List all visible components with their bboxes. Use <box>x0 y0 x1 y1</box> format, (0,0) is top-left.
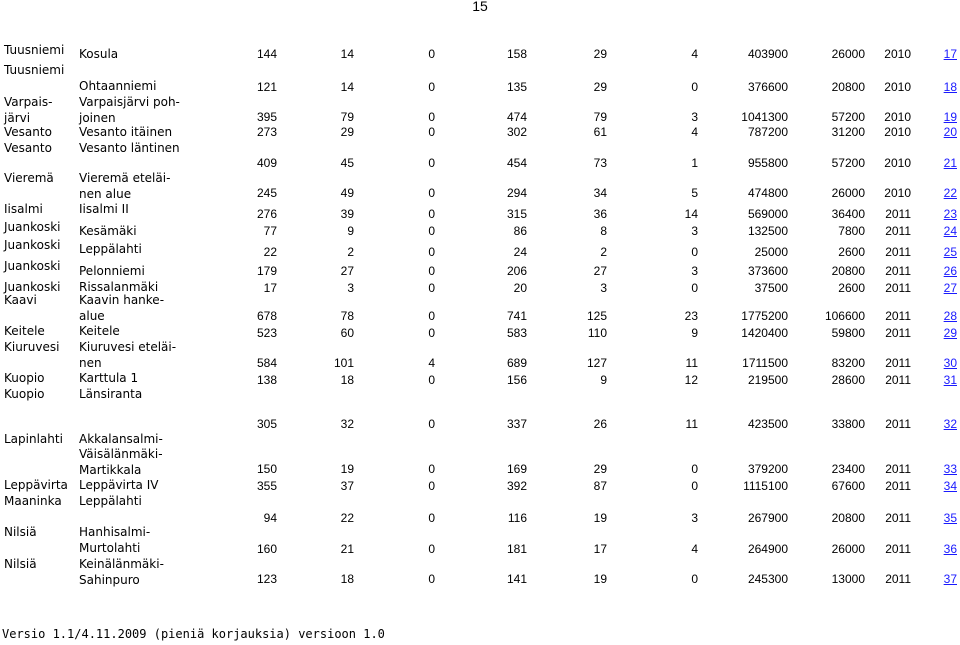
table-cell-value: 2 <box>347 245 354 259</box>
table-cell-value: 14 <box>340 47 354 61</box>
municipality-label: Maaninka <box>4 494 62 508</box>
site-name: Sahinpuro <box>79 573 140 587</box>
table-cell-value: 2010 <box>884 156 911 170</box>
table-cell-value: 2011 <box>885 479 911 493</box>
table-cell-value: 0 <box>428 479 435 493</box>
table-cell-value: 379200 <box>747 462 788 476</box>
table-cell-value: 31200 <box>831 125 865 139</box>
table-cell-value: 4 <box>691 47 698 61</box>
table-cell-value: 27 <box>593 264 607 278</box>
table-cell-value: 409 <box>256 156 277 170</box>
table-cell-value: 78 <box>340 309 354 323</box>
table-cell-value: 60 <box>340 326 354 340</box>
table-cell-value: 160 <box>256 542 277 556</box>
table-cell-value: 59800 <box>831 326 865 340</box>
municipality-label: Juankoski <box>4 259 61 273</box>
map-reference-link[interactable]: 20 <box>943 125 957 139</box>
site-name: nen alue <box>79 187 132 201</box>
page-number: 15 <box>472 0 488 14</box>
table-cell-value: 955800 <box>747 156 788 170</box>
table-cell-value: 22 <box>340 511 354 525</box>
table-cell-value: 29 <box>593 462 607 476</box>
map-reference-link[interactable]: 32 <box>943 417 957 431</box>
table-cell-value: 20800 <box>831 264 865 278</box>
table-cell-value: 1115100 <box>743 479 788 493</box>
map-reference-link[interactable]: 17 <box>943 47 957 61</box>
table-cell-value: 144 <box>256 47 277 61</box>
table-cell-value: 689 <box>506 356 527 370</box>
table-cell-value: 523 <box>256 326 277 340</box>
table-cell-value: 39 <box>340 207 354 221</box>
table-cell-value: 0 <box>428 264 435 278</box>
municipality-label: järvi <box>4 111 31 125</box>
site-name: Martikkala <box>79 463 142 477</box>
map-reference-link[interactable]: 36 <box>943 542 957 556</box>
table-cell-value: 179 <box>256 264 277 278</box>
table-cell-value: 23400 <box>831 462 865 476</box>
table-cell-value: 2011 <box>885 356 911 370</box>
table-cell-value: 4 <box>428 356 435 370</box>
table-cell-value: 3 <box>691 110 698 124</box>
table-cell-value: 267900 <box>747 511 788 525</box>
table-cell-value: 57200 <box>831 110 865 124</box>
table-cell-value: 2010 <box>884 47 911 61</box>
table-cell-value: 2011 <box>885 281 911 295</box>
table-cell-value: 1775200 <box>741 309 788 323</box>
map-reference-link[interactable]: 30 <box>943 356 957 370</box>
table-cell-value: 2011 <box>885 462 911 476</box>
table-cell-value: 36 <box>593 207 607 221</box>
table-cell-value: 23 <box>684 309 698 323</box>
table-cell-value: 0 <box>428 125 435 139</box>
municipality-label: Iisalmi <box>4 202 43 216</box>
site-name: nen <box>79 356 102 370</box>
site-name: Keitele <box>79 324 120 338</box>
map-reference-link[interactable]: 37 <box>943 572 957 586</box>
table-cell-value: 14 <box>340 80 354 94</box>
site-name: Kaavin hanke- <box>79 293 165 307</box>
table-cell-value: 94 <box>263 511 277 525</box>
site-name: Leppälahti <box>79 242 142 256</box>
table-cell-value: 2011 <box>885 224 911 238</box>
table-cell-value: 79 <box>340 110 354 124</box>
table-cell-value: 0 <box>428 110 435 124</box>
table-cell-value: 29 <box>593 47 607 61</box>
municipality-label: Vesanto <box>4 141 52 155</box>
municipality-label: Vesanto <box>4 125 52 139</box>
map-reference-link[interactable]: 34 <box>943 479 957 493</box>
table-cell-value: 26000 <box>831 542 865 556</box>
table-cell-value: 0 <box>691 462 698 476</box>
table-cell-value: 2 <box>600 245 607 259</box>
site-name: Karttula 1 <box>79 371 139 385</box>
table-cell-value: 135 <box>506 80 527 94</box>
municipality-label: Lapinlahti <box>4 432 63 446</box>
municipality-label: Juankoski <box>4 280 61 294</box>
site-name: Länsiranta <box>79 387 143 401</box>
table-cell-value: 3 <box>600 281 607 295</box>
table-cell-value: 11 <box>685 356 698 370</box>
table-cell-value: 0 <box>428 281 435 295</box>
municipality-label: Nilsiä <box>4 525 37 539</box>
table-cell-value: 3 <box>691 264 698 278</box>
table-cell-value: 20800 <box>831 80 865 94</box>
table-cell-value: 4 <box>691 125 698 139</box>
table-cell-value: 305 <box>256 417 277 431</box>
table-cell-value: 2010 <box>884 186 911 200</box>
table-cell-value: 0 <box>428 373 435 387</box>
site-name: Murtolahti <box>79 541 141 555</box>
table-cell-value: 77 <box>263 224 277 238</box>
table-cell-value: 57200 <box>831 156 865 170</box>
table-cell-value: 3 <box>347 281 354 295</box>
table-cell-value: 14 <box>684 207 698 221</box>
map-reference-link[interactable]: 25 <box>943 245 957 259</box>
table-cell-value: 678 <box>256 309 277 323</box>
table-cell-value: 1 <box>691 156 698 170</box>
table-cell-value: 264900 <box>747 542 788 556</box>
map-reference-link[interactable]: 26 <box>943 264 957 278</box>
table-cell-value: 0 <box>428 511 435 525</box>
table-cell-value: 28600 <box>831 373 865 387</box>
table-cell-value: 45 <box>340 156 354 170</box>
table-cell-value: 27 <box>340 264 354 278</box>
table-cell-value: 273 <box>256 125 277 139</box>
table-cell-value: 0 <box>428 572 435 586</box>
table-cell-value: 19 <box>593 511 607 525</box>
table-cell-value: 2010 <box>884 110 911 124</box>
table-cell-value: 150 <box>256 462 277 476</box>
table-cell-value: 1711500 <box>742 356 788 370</box>
municipality-label: Keitele <box>4 324 45 338</box>
site-name: Hanhisalmi- <box>79 525 151 539</box>
table-cell-value: 26000 <box>831 186 865 200</box>
map-reference-link[interactable]: 22 <box>943 186 957 200</box>
table-cell-value: 0 <box>428 326 435 340</box>
site-name: Vieremä eteläi- <box>79 171 171 185</box>
table-cell-value: 3 <box>691 224 698 238</box>
table-cell-value: 19 <box>593 572 607 586</box>
map-reference-link[interactable]: 18 <box>943 80 957 94</box>
table-cell-value: 0 <box>428 224 435 238</box>
table-cell-value: 26000 <box>831 47 865 61</box>
table-cell-value: 2011 <box>885 511 911 525</box>
table-cell-value: 61 <box>593 125 607 139</box>
table-cell-value: 181 <box>506 542 527 556</box>
table-cell-value: 24 <box>513 245 527 259</box>
municipality-label: Tuusniemi <box>4 63 65 77</box>
table-cell-value: 9 <box>600 373 607 387</box>
table-cell-value: 2011 <box>885 207 911 221</box>
table-cell-value: 0 <box>691 80 698 94</box>
table-cell-value: 37 <box>340 479 354 493</box>
municipality-label: Nilsiä <box>4 557 37 571</box>
table-cell-value: 12 <box>684 373 698 387</box>
map-reference-link[interactable]: 31 <box>943 373 957 387</box>
table-cell-value: 9 <box>347 224 354 238</box>
table-cell-value: 0 <box>428 417 435 431</box>
table-cell-value: 83200 <box>831 356 865 370</box>
map-reference-link[interactable]: 28 <box>943 309 957 323</box>
table-cell-value: 0 <box>691 281 698 295</box>
table-cell-value: 18 <box>340 373 354 387</box>
table-cell-value: 29 <box>593 80 607 94</box>
table-cell-value: 125 <box>586 309 607 323</box>
table-cell-value: 29 <box>340 125 354 139</box>
map-reference-link[interactable]: 35 <box>943 511 957 525</box>
map-reference-link[interactable]: 23 <box>943 207 957 221</box>
table-cell-value: 49 <box>340 186 354 200</box>
table-cell-value: 2011 <box>885 264 911 278</box>
site-name: Varpaisjärvi poh- <box>79 95 180 109</box>
table-cell-value: 0 <box>428 47 435 61</box>
table-cell-value: 2011 <box>885 245 911 259</box>
map-reference-link[interactable]: 24 <box>943 224 957 238</box>
table-cell-value: 121 <box>256 80 277 94</box>
table-cell-value: 22 <box>263 245 277 259</box>
table-cell-value: 2010 <box>884 125 911 139</box>
table-cell-value: 79 <box>593 110 607 124</box>
map-reference-link[interactable]: 33 <box>943 462 957 476</box>
table-cell-value: 8 <box>600 224 607 238</box>
table-cell-value: 0 <box>428 542 435 556</box>
table-cell-value: 245 <box>256 186 277 200</box>
site-name: joinen <box>79 111 116 125</box>
site-name: Rissalanmäki <box>79 280 159 294</box>
map-reference-link[interactable]: 21 <box>943 156 957 170</box>
table-cell-value: 403900 <box>747 47 788 61</box>
table-cell-value: 315 <box>506 207 527 221</box>
table-cell-value: 5 <box>691 186 698 200</box>
table-cell-value: 787200 <box>747 125 788 139</box>
table-cell-value: 11 <box>685 417 698 431</box>
municipality-label: Juankoski <box>4 238 61 252</box>
table-cell-value: 2011 <box>885 542 911 556</box>
table-cell-value: 454 <box>506 156 527 170</box>
site-name: Keinälänmäki- <box>79 557 164 571</box>
table-cell-value: 0 <box>428 207 435 221</box>
table-cell-value: 392 <box>506 479 527 493</box>
site-name: Vesanto läntinen <box>79 141 180 155</box>
table-cell-value: 0 <box>428 245 435 259</box>
table-cell-value: 33800 <box>831 417 865 431</box>
table-cell-value: 395 <box>256 110 277 124</box>
table-cell-value: 2600 <box>838 245 865 259</box>
table-cell-value: 101 <box>333 356 354 370</box>
table-cell-value: 87 <box>593 479 607 493</box>
table-cell-value: 20 <box>513 281 527 295</box>
table-cell-value: 2011 <box>885 309 911 323</box>
table-cell-value: 355 <box>256 479 277 493</box>
site-name: Ohtaanniemi <box>79 79 157 93</box>
table-cell-value: 26 <box>593 417 607 431</box>
table-cell-value: 2011 <box>885 373 911 387</box>
map-reference-link[interactable]: 19 <box>943 110 957 124</box>
map-reference-link[interactable]: 29 <box>943 326 957 340</box>
table-cell-value: 2011 <box>885 417 911 431</box>
table-cell-value: 423500 <box>747 417 788 431</box>
table-cell-value: 0 <box>691 479 698 493</box>
site-name: Akkalansalmi- <box>79 432 163 446</box>
table-cell-value: 123 <box>256 572 277 586</box>
site-name: Leppävirta IV <box>79 478 159 492</box>
municipality-label: Kaavi <box>4 293 37 307</box>
table-cell-value: 4 <box>691 542 698 556</box>
table-cell-value: 2010 <box>884 80 911 94</box>
municipality-label: Kiuruvesi <box>4 340 60 354</box>
table-cell-value: 474 <box>506 110 527 124</box>
table-cell-value: 116 <box>507 511 527 525</box>
site-name: Vesanto itäinen <box>79 125 173 139</box>
table-cell-value: 19 <box>340 462 354 476</box>
table-cell-value: 474800 <box>747 186 788 200</box>
table-cell-value: 206 <box>506 264 527 278</box>
table-cell-value: 376600 <box>747 80 788 94</box>
site-name: Kiuruvesi eteläi- <box>79 340 177 354</box>
table-cell-value: 21 <box>340 542 354 556</box>
table-cell-value: 294 <box>506 186 527 200</box>
municipality-label: Kuopio <box>4 371 45 385</box>
table-cell-value: 34 <box>593 186 607 200</box>
table-cell-value: 138 <box>256 373 277 387</box>
site-name: Väisälänmäki- <box>79 447 163 461</box>
table-cell-value: 17 <box>263 281 277 295</box>
table-cell-value: 127 <box>586 356 607 370</box>
table-cell-value: 337 <box>506 417 527 431</box>
table-cell-value: 36400 <box>831 207 865 221</box>
table-cell-value: 9 <box>691 326 698 340</box>
table-cell-value: 67600 <box>831 479 865 493</box>
table-cell-value: 741 <box>506 309 527 323</box>
table-cell-value: 169 <box>506 462 527 476</box>
table-cell-value: 2600 <box>838 281 865 295</box>
version-footer: Versio 1.1/4.11.2009 (pieniä korjauksia) versioon 1.0 <box>2 627 385 641</box>
site-name: Kesämäki <box>79 224 137 238</box>
table-cell-value: 25000 <box>754 245 788 259</box>
municipality-label: Vieremä <box>4 171 54 185</box>
map-reference-link[interactable]: 27 <box>943 281 957 295</box>
table-cell-value: 0 <box>428 462 435 476</box>
site-name: Iisalmi II <box>79 202 129 216</box>
table-cell-value: 13000 <box>831 572 865 586</box>
table-cell-value: 0 <box>691 245 698 259</box>
table-cell-value: 0 <box>428 156 435 170</box>
municipality-label: Varpais- <box>4 95 53 109</box>
table-cell-value: 17 <box>593 542 607 556</box>
table-cell-value: 0 <box>428 309 435 323</box>
municipality-label: Juankoski <box>4 220 61 234</box>
table-cell-value: 106600 <box>824 309 865 323</box>
table-cell-value: 86 <box>513 224 527 238</box>
table-cell-value: 569000 <box>747 207 788 221</box>
table-cell-value: 18 <box>340 572 354 586</box>
table-cell-value: 3 <box>691 511 698 525</box>
table-cell-value: 37500 <box>754 281 788 295</box>
table-cell-value: 20800 <box>831 511 865 525</box>
table-cell-value: 219500 <box>747 373 788 387</box>
table-cell-value: 73 <box>593 156 607 170</box>
table-cell-value: 141 <box>506 572 527 586</box>
table-cell-value: 2011 <box>885 572 911 586</box>
table-cell-value: 0 <box>428 186 435 200</box>
table-cell-value: 110 <box>587 326 607 340</box>
table-cell-value: 245300 <box>747 572 788 586</box>
table-cell-value: 583 <box>506 326 527 340</box>
table-cell-value: 7800 <box>838 224 865 238</box>
table-cell-value: 276 <box>256 207 277 221</box>
table-cell-value: 373600 <box>747 264 788 278</box>
municipality-label: Kuopio <box>4 387 45 401</box>
table-cell-value: 132500 <box>747 224 788 238</box>
table-cell-value: 2011 <box>885 326 911 340</box>
table-cell-value: 0 <box>428 80 435 94</box>
table-cell-value: 584 <box>256 356 277 370</box>
table-cell-value: 302 <box>506 125 527 139</box>
site-name: Leppälahti <box>79 494 142 508</box>
table-cell-value: 156 <box>506 373 527 387</box>
site-name: Pelonniemi <box>79 264 145 278</box>
municipality-label: Tuusniemi <box>4 43 65 57</box>
table-cell-value: 32 <box>340 417 354 431</box>
table-cell-value: 1420400 <box>741 326 788 340</box>
table-cell-value: 1041300 <box>741 110 788 124</box>
site-name: Kosula <box>79 47 119 61</box>
site-name: alue <box>79 309 105 323</box>
municipality-label: Leppävirta <box>4 478 68 492</box>
table-cell-value: 0 <box>691 572 698 586</box>
table-cell-value: 158 <box>506 47 527 61</box>
